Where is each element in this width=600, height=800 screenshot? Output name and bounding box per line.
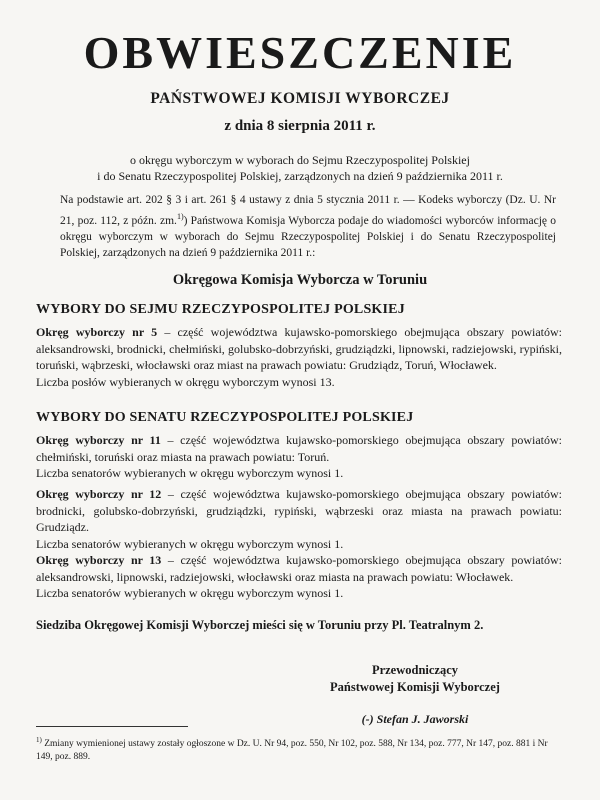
commission-seat-info: Siedziba Okręgowej Komisji Wyborczej mieści się w Toruniu przy Pl. Teatralnym 2. bbox=[36, 618, 484, 632]
sejm-district-label: Okręg wyborczy nr 5 bbox=[36, 325, 158, 339]
footnote-divider bbox=[36, 726, 188, 727]
topic-paragraph bbox=[60, 152, 540, 184]
senat-district-13-block bbox=[36, 552, 562, 602]
senat-district-12-text: – część województwa kujawsko-pomorskiego obejmująca obszary powiatów: brodnicki, golubsko-dobrzyński, grudziądzki, rypiński, wąbrzeski oraz miasta na prawach powiatu: Grudziądz. bbox=[36, 487, 562, 534]
senat-section-heading: WYBORY DO SENATU RZECZYPOSPOLITEJ POLSKIEJ bbox=[36, 410, 414, 425]
senat-district-12-block bbox=[36, 486, 562, 552]
legal-basis-text-end: ) Państwowa Komisja Wyborcza podaje do wiadomości wyborców informację o okręgu wyborczym w wyborach do Sejmu Rzeczypospolitej Polskiej i do Senatu Rzeczypospolitej Polskiej, zarządzonych na dzień 9 października 2011 r.: bbox=[60, 214, 556, 260]
date-heading: z dnia 8 sierpnia 2011 r. bbox=[224, 118, 376, 134]
signature-role-line-2: Państwowej Komisji Wyborczej bbox=[330, 680, 500, 694]
senat-district-12-label: Okręg wyborczy nr 12 bbox=[36, 487, 162, 501]
sejm-district-description bbox=[36, 324, 562, 374]
commission-heading: Okręgowa Komisja Wyborcza w Toruniu bbox=[172, 272, 428, 288]
topic-line-2: i do Senatu Rzeczypospolitej Polskiej, zarządzonych na dzień 9 października 2011 r. bbox=[97, 169, 503, 183]
sejm-seats-count: Liczba posłów wybieranych w okręgu wyborczym wynosi 13. bbox=[36, 374, 335, 389]
senat-district-13-description bbox=[36, 552, 562, 585]
sejm-section-heading: WYBORY DO SEJMU RZECZYPOSPOLITEJ POLSKIEJ bbox=[36, 302, 405, 317]
senat-district-13-text: – część województwa kujawsko-pomorskiego obejmująca obszary powiatów: aleksandrowski, lipnowski, radziejowski, włocławski oraz miasta na prawach powiatu: Włocławek. bbox=[36, 553, 562, 584]
senat-district-11-text: – część województwa kujawsko-pomorskiego obejmująca obszary powiatów: chełmiński, toruński oraz miasta na prawach powiatu: Toruń. bbox=[36, 433, 562, 464]
senat-district-12-description bbox=[36, 486, 562, 536]
senat-district-11-seats: Liczba senatorów wybieranych w okręgu wyborczym wynosi 1. bbox=[36, 466, 344, 480]
footnote-text: Zmiany wymienionej ustawy zostały ogłoszone w Dz. U. Nr 94, poz. 550, Nr 102, poz. 588, Nr 134, poz. 777, Nr 147, poz. 881 i Nr 149, poz. 889. bbox=[36, 739, 548, 762]
legal-basis-text-start: Na podstawie art. 202 § 3 i art. 261 § 4 ustawy z dnia 5 stycznia 2011 r. — Kodeks wyborczy (Dz. U. Nr 21, poz. 112, z późn. zm. bbox=[60, 194, 556, 227]
sejm-district-text: – część województwa kujawsko-pomorskiego obejmująca obszary powiatów: aleksandrowski, brodnicki, chełmiński, golubsko-dobrzyński, grudziądzki, lipnowski, radziejowski, rypiński, toruński, wąbrzeski, włocławski oraz miast na prawach powiatu: Grudziądz, Toruń, Włocławek. bbox=[36, 325, 563, 372]
senat-district-13-seats: Liczba senatorów wybieranych w okręgu wyborczym wynosi 1. bbox=[36, 586, 344, 600]
topic-line-1: o okręgu wyborczym w wyborach do Sejmu Rzeczypospolitej Polskiej bbox=[130, 153, 470, 167]
legal-basis-paragraph bbox=[60, 192, 556, 262]
senat-district-11-block bbox=[36, 432, 562, 482]
issuer-heading: PAŃSTWOWEJ KOMISJI WYBORCZEJ bbox=[150, 90, 450, 107]
senat-district-12-seats: Liczba senatorów wybieranych w okręgu wyborczym wynosi 1. bbox=[36, 536, 344, 551]
signature-block bbox=[300, 662, 530, 727]
document-title: OBWIESZCZENIE bbox=[83, 27, 517, 78]
signatory-name: (-) Stefan J. Jaworski bbox=[361, 712, 469, 726]
senat-district-11-label: Okręg wyborczy nr 11 bbox=[36, 433, 161, 447]
sejm-district-block bbox=[36, 324, 562, 390]
signature-role-line-1: Przewodniczący bbox=[371, 663, 459, 677]
senat-district-11-description bbox=[36, 432, 562, 465]
senat-district-13-label: Okręg wyborczy nr 13 bbox=[36, 553, 162, 567]
footnote-reference: 1) bbox=[176, 211, 184, 221]
footnote-mark: 1) bbox=[36, 736, 42, 744]
footnote bbox=[36, 734, 562, 763]
